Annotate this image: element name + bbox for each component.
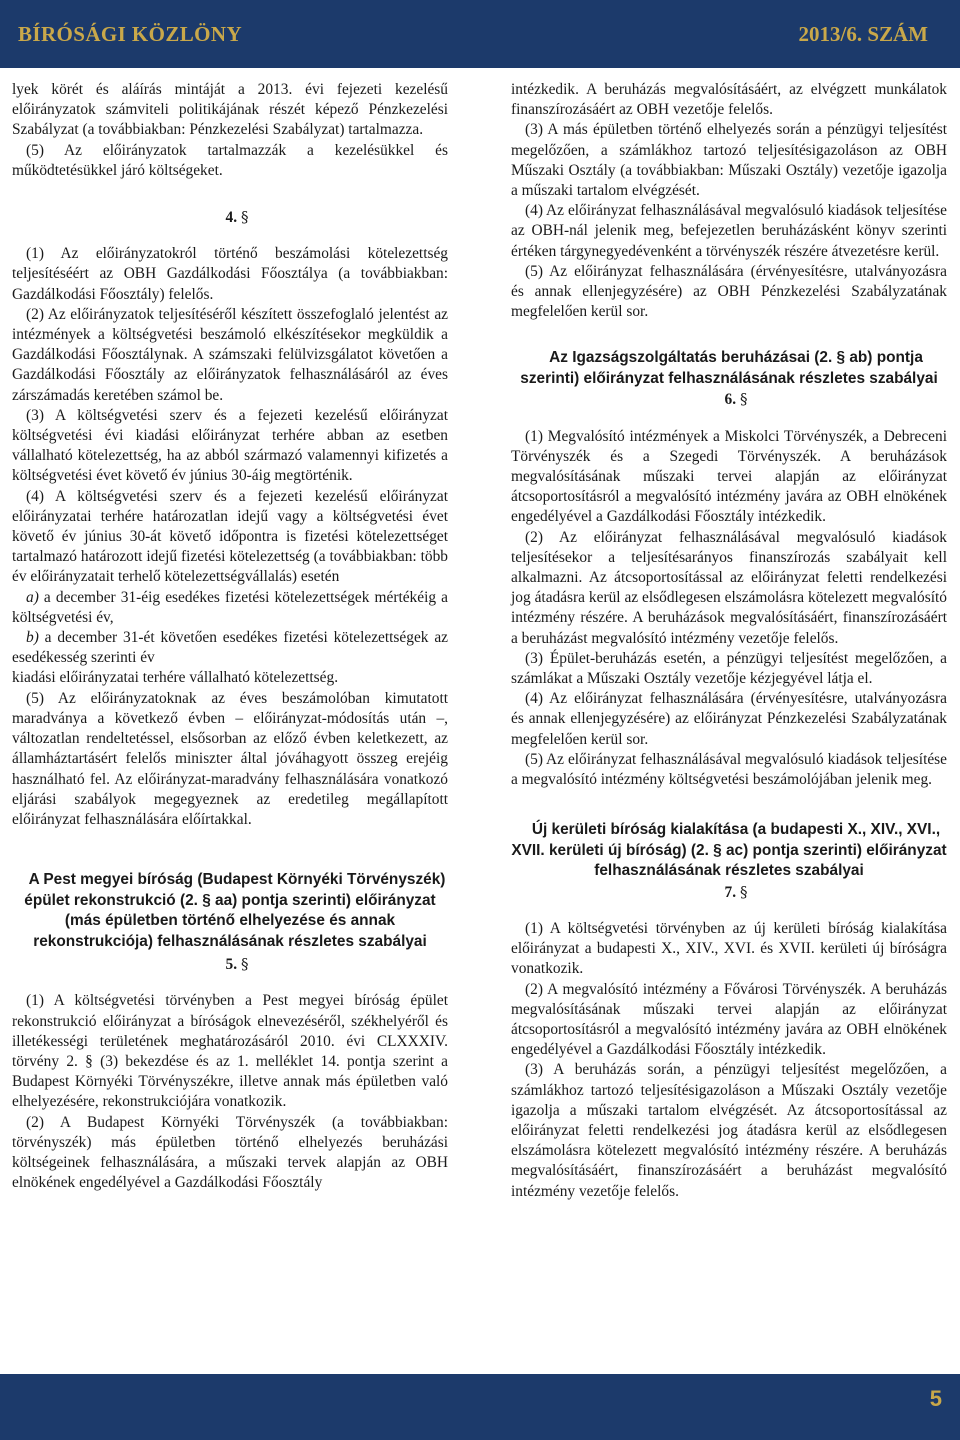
section-number: 5. § bbox=[225, 955, 249, 974]
paragraph: (1) Megvalósító intézmények a Miskolci Törvényszék, a Debreceni Törvényszék és a Szegedi Törvényszék. A beruházások megvalósításának műszaki tervei alapján az előirányzat átcsoportosításról a megvalósító intézmény javára az OBH elnökének engedélyével a Gazdálkodási Főosztály intézkedik. bbox=[511, 427, 947, 526]
paragraph: (1) A költségvetési törvényben a Pest megyei bíróság épület rekonstrukció előirányzat a bíróságok elnevezéséről, székhelyéről és illetékességi területének meghatározásáról 2010. évi CLXXXIV. törvény 2. § (3) bekezdése és az 1. melléklet 14. pontja szerint a Budapest Környéki Törvényszékre, illetve annak más épületben való elhelyezésére, rekonstrukciójára vonatkozik. bbox=[12, 992, 448, 1111]
right-column bbox=[511, 80, 947, 1202]
paragraph: (5) Az előirányzatok tartalmazzák a kezelésükkel és működtetésükkel járó költségeket. bbox=[12, 141, 448, 179]
paragraph: (1) Az előirányzatokról történő beszámolási kötelezettség teljesítéséért az OBH Gazdálkodási Főosztálya (a továbbiakban: Gazdálkodási Főosztály) felelős. bbox=[12, 245, 448, 303]
left-column bbox=[12, 80, 448, 1193]
paragraph: (3) A más épületben történő elhelyezés során a pénzügyi teljesítést megelőzően, a számlákhoz tartozó teljesítésigazoláson az OBH Műszaki Osztály (a továbbiakban: Műszaki Osztály) vezetője igazolja a műszaki tartalom elvégzését. bbox=[511, 121, 947, 200]
paragraph: kiadási előirányzatai terhére vállalható kötelezettség. bbox=[12, 669, 339, 687]
section-number: 7. § bbox=[724, 882, 748, 901]
page-header bbox=[0, 0, 960, 68]
paragraph: (3) A beruházás során, a pénzügyi teljesítést megelőzően, a számlákhoz tartozó teljesítésigazoláson a Műszaki Osztály vezetője igazolja a műszaki tartalom elvégzését. Az átcsoportosítással az előirányzat feletti rendelkezési jog átadásra kerül az elsődlegesen elszámolásra kötelezett megvalósító intézmény részére. A beruházás megvalósításáért, finanszírozásáért a beruházást megvalósító intézmény vezetője felelős. bbox=[511, 1061, 947, 1200]
paragraph: (5) Az előirányzat felhasználásával megvalósuló kiadások teljesítése a megvalósító intézmény költségvetési beszámolójában jelenik meg. bbox=[511, 750, 947, 789]
paragraph: (1) A költségvetési törvényben az új kerületi bíróság kialakítása előirányzat a budapesti X., XIV., XVI. és XVII. kerületi új bíróságra vonatkozik. bbox=[511, 920, 947, 978]
list-item: b) a december 31-ét követően esedékes fizetési kötelezettségek az esedékesség szerinti év bbox=[12, 629, 448, 667]
paragraph: intézkedik. A beruházás megvalósításáért, az elvégzett munkálatok finanszírozásáért az OBH vezetője felelős. bbox=[511, 81, 947, 119]
publication-title: BÍRÓSÁGI KÖZLÖNY bbox=[18, 22, 243, 46]
paragraph: (4) A költségvetési szerv és a fejezeti kezelésű előirányzat előirányzatai terhére határozatlan idejű vagy a költségvetési évet követő év június 30-át követő időpontra is fizetési kötelezettséget tartalmazó határozott idejű fizetési kötelezettség (a továbbiakban: több év előirányzatait terhelő kötelezettségvállalás) esetén bbox=[12, 487, 448, 586]
paragraph: (2) A Budapest Környéki Törvényszék (a továbbiakban: törvényszék) más épületben történő elhelyezés beruházási költségeinek felhasználására, a műszaki tervek alapján az OBH elnökének engedélyével a Gazdálkodási Főosztály bbox=[12, 1113, 448, 1192]
page-number: 5 bbox=[929, 1386, 942, 1411]
paragraph: (2) A megvalósító intézmény a Fővárosi Törvényszék. A beruházás megvalósításának műszaki tervei alapján az előirányzat átcsoportosításról a megvalósító intézmény javára az OBH elnökének engedélyével a Gazdálkodási Főosztály intézkedik. bbox=[511, 980, 947, 1059]
section-title: Új kerületi bíróság kialakítása (a budapesti X., XIV., XVI., XVII. kerületi új bíróság) (2. § ac) pontja szerinti) előirányzat felhasználásának részletes szabályai bbox=[511, 821, 947, 880]
issue-number: 2013/6. SZÁM bbox=[798, 22, 928, 46]
paragraph: lyek körét és aláírás mintáját a 2013. évi fejezeti kezelésű előirányzatok számviteli politikájának részét képező Pénzkezelési Szabályzat (a továbbiakban: Pénzkezelési Szabályzat) tartalmazza. bbox=[12, 81, 448, 139]
paragraph: (3) Épület-beruházás esetén, a pénzügyi teljesítést megelőzően, a számlákat a Műszaki Osztály vezetője kézjegyével látja el. bbox=[511, 649, 947, 688]
paragraph: (5) Az előirányzat felhasználására (érvényesítésre, utalványozásra és annak ellenjegyzésére) az OBH Pénzkezelési Szabályzatának megfelelően kerül sor. bbox=[511, 262, 947, 321]
section-title: A Pest megyei bíróság (Budapest Környéki Törvényszék) épület rekonstrukció (2. § aa) pontja szerinti) előirányzat (más épületben történő elhelyezése és annak rekonstrukciója) felhasználásának részletes szabályai bbox=[24, 871, 446, 950]
section-number: 4. § bbox=[225, 208, 249, 227]
paragraph: (2) Az előirányzatok teljesítéséről készített összefoglaló jelentést az intézmények a költségvetési beszámoló elkészítésekor megküldik a Gazdálkodási Főosztálynak. A számszaki felülvizsgálatot követően a Gazdálkodási Főosztály az előirányzatok felhasználásáról az éves zárszámadás keretében számol be. bbox=[12, 305, 448, 404]
section-number: 6. § bbox=[724, 390, 748, 409]
paragraph: (5) Az előirányzatoknak az éves beszámolóban kimutatott maradványa a következő évben – előirányzat-módosítás után –, változatlan rendeltetéssel, elsősorban az előző évben keletkezett, az államháztartásért felelős miniszter által jóváhagyott összeg erejéig használható fel. Az előirányzat-maradvány felhasználására vonatkozó eljárási szabályok megegyeznek az eredetileg megállapított előirányzat felhasználására előírtakkal. bbox=[12, 689, 448, 828]
list-item: a) a december 31-éig esedékes fizetési kötelezettségek mértékéig a költségvetési év, bbox=[12, 588, 448, 626]
paragraph: (2) Az előirányzat felhasználásával megvalósuló kiadások teljesítésekor a teljesítésarányos finanszírozás szabályait kell alkalmazni. Az átcsoportosítással az előirányzat feletti rendelkezési jog átadásra kerül az elsődlegesen elszámolásra kötelezett megvalósító intézmény részére. A beruházások megvalósításáért, finanszírozásáért a beruházást megvalósító intézmény vezetője felelős. bbox=[511, 528, 947, 647]
paragraph: (3) A költségvetési szerv és a fejezeti kezelésű előirányzat költségvetési évi kiadási előirányzat terhére abban az esetben vállalható kötelezettség, ha az abból származó valamennyi kifizetés a költségvetési évet követő év június 30-áig megtörténik. bbox=[12, 406, 448, 485]
paragraph: (4) Az előirányzat felhasználásával megvalósuló kiadások teljesítése az OBH-nál jelenik meg, befejezetlen beruházásként könyv szerinti értéken tárgynegyedévenként a törvényszék részére átvezetésre kerül. bbox=[511, 202, 947, 260]
page-footer bbox=[0, 1374, 960, 1440]
paragraph: (4) Az előirányzat felhasználására (érvényesítésre, utalványozásra és annak ellenjegyzésére) az előirányzat Pénzkezelési Szabályzatának megfelelően kerül sor. bbox=[511, 690, 947, 748]
section-title: Az Igazságszolgáltatás beruházásai (2. § ab) pontja szerinti) előirányzat felhasználásának részletes szabályai bbox=[520, 349, 938, 387]
